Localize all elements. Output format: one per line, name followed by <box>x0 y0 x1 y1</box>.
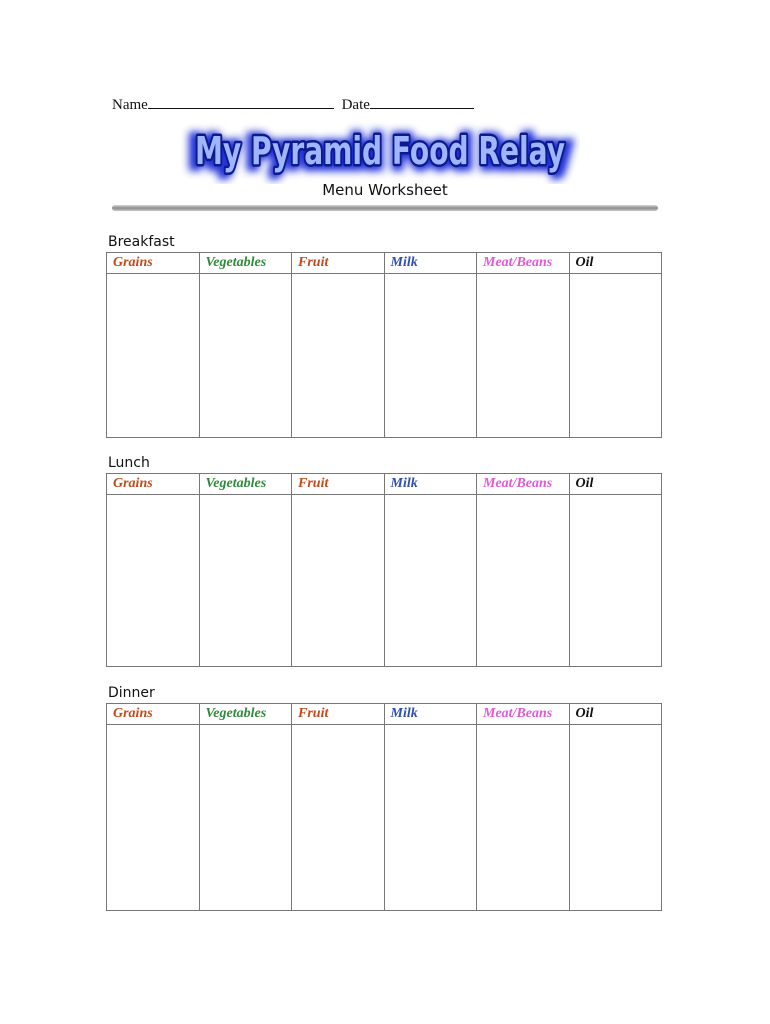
name-field[interactable] <box>148 94 334 109</box>
column-header-fruit: Fruit <box>292 704 385 725</box>
column-header-oil: Oil <box>569 253 662 274</box>
entry-cell-milk[interactable] <box>384 725 477 911</box>
column-header-oil: Oil <box>569 704 662 725</box>
column-header-meat-beans: Meat/Beans <box>477 474 570 495</box>
banner-title: My Pyramid Food Relay <box>195 129 566 173</box>
entry-cell-meat-beans[interactable] <box>477 495 570 667</box>
entry-cell-vegetables[interactable] <box>199 274 292 438</box>
food-table <box>106 252 662 438</box>
entry-cell-oil[interactable] <box>569 725 662 911</box>
entry-cell-grains[interactable] <box>107 725 200 911</box>
table-row <box>107 725 662 911</box>
entry-cell-vegetables[interactable] <box>199 725 292 911</box>
meal-title: Lunch <box>108 455 150 471</box>
title-banner <box>180 118 580 184</box>
entry-cell-oil[interactable] <box>569 495 662 667</box>
table-row <box>107 495 662 667</box>
entry-cell-grains[interactable] <box>107 495 200 667</box>
column-header-meat-beans: Meat/Beans <box>477 253 570 274</box>
column-header-grains: Grains <box>107 704 200 725</box>
column-header-grains: Grains <box>107 474 200 495</box>
column-header-fruit: Fruit <box>292 253 385 274</box>
banner-outline: My Pyramid Food Relay <box>195 129 566 173</box>
entry-cell-fruit[interactable] <box>292 725 385 911</box>
entry-cell-grains[interactable] <box>107 274 200 438</box>
entry-cell-milk[interactable] <box>384 495 477 667</box>
date-label: Date <box>341 97 370 113</box>
name-date-line <box>112 94 478 114</box>
column-header-milk: Milk <box>384 704 477 725</box>
column-header-meat-beans: Meat/Beans <box>477 704 570 725</box>
column-header-vegetables: Vegetables <box>199 704 292 725</box>
table-header-row <box>107 704 662 725</box>
divider-rule <box>112 205 658 211</box>
table-row <box>107 274 662 438</box>
column-header-grains: Grains <box>107 253 200 274</box>
entry-cell-milk[interactable] <box>384 274 477 438</box>
table-header-row <box>107 253 662 274</box>
meal-title: Dinner <box>108 685 155 701</box>
entry-cell-meat-beans[interactable] <box>477 274 570 438</box>
column-header-vegetables: Vegetables <box>199 474 292 495</box>
column-header-milk: Milk <box>384 253 477 274</box>
entry-cell-fruit[interactable] <box>292 495 385 667</box>
table-header-row <box>107 474 662 495</box>
column-header-oil: Oil <box>569 474 662 495</box>
entry-cell-meat-beans[interactable] <box>477 725 570 911</box>
date-field[interactable] <box>370 94 474 109</box>
banner-glow: My Pyramid Food Relay <box>190 130 570 176</box>
entry-cell-vegetables[interactable] <box>199 495 292 667</box>
food-table <box>106 703 662 911</box>
column-header-fruit: Fruit <box>292 474 385 495</box>
entry-cell-oil[interactable] <box>569 274 662 438</box>
meal-title: Breakfast <box>108 234 175 250</box>
food-table <box>106 473 662 667</box>
column-header-milk: Milk <box>384 474 477 495</box>
entry-cell-fruit[interactable] <box>292 274 385 438</box>
column-header-vegetables: Vegetables <box>199 253 292 274</box>
name-label: Name <box>112 97 148 113</box>
worksheet-subtitle: Menu Worksheet <box>322 181 448 199</box>
